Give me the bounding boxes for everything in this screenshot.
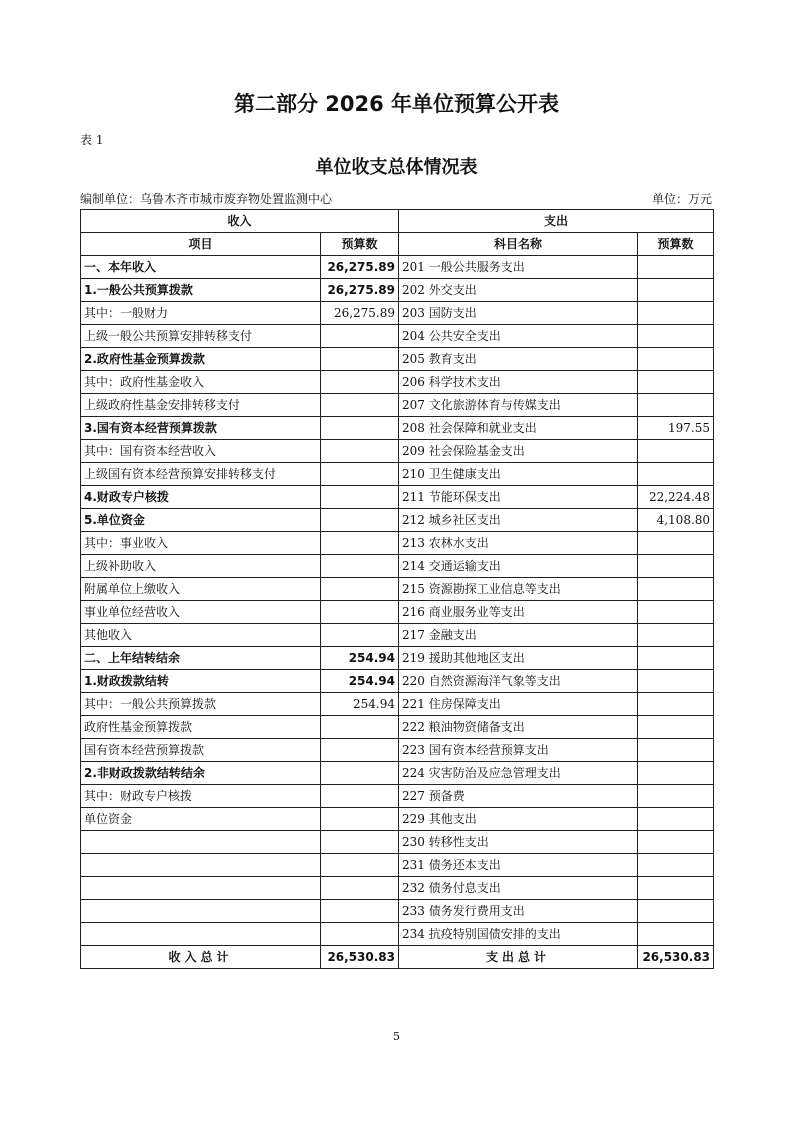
expense-value-cell [638,693,714,716]
income-value-cell [321,624,399,647]
income-value-cell [321,785,399,808]
expense-item-cell: 203 国防支出 [399,302,638,325]
expense-item-cell: 220 自然资源海洋气象等支出 [399,670,638,693]
expense-value-cell [638,394,714,417]
income-value-cell: 254.94 [321,693,399,716]
income-item-cell: 上级国有资本经营预算安排转移支付 [81,463,321,486]
expense-value-cell [638,532,714,555]
income-item-cell [81,831,321,854]
expense-value-cell [638,601,714,624]
income-item-cell: 事业单位经营收入 [81,601,321,624]
income-total-label: 收入总计 [81,946,321,969]
income-value-cell: 254.94 [321,647,399,670]
expense-value-cell [638,463,714,486]
expense-value-cell [638,256,714,279]
expense-item-cell: 201 一般公共服务支出 [399,256,638,279]
expense-item-cell: 206 科学技术支出 [399,371,638,394]
income-item-cell: 4.财政专户核拨 [81,486,321,509]
income-item-cell: 其中：财政专户核拨 [81,785,321,808]
income-value-cell [321,716,399,739]
expense-value-cell [638,877,714,900]
table-row [81,831,714,854]
income-value-cell [321,739,399,762]
income-value-cell [321,486,399,509]
income-item-cell [81,854,321,877]
income-value-cell [321,923,399,946]
income-item-cell [81,923,321,946]
income-item-cell: 其中：国有资本经营收入 [81,440,321,463]
income-item-cell: 国有资本经营预算拨款 [81,739,321,762]
income-value-cell [321,601,399,624]
expense-value-cell [638,785,714,808]
income-value-cell [321,808,399,831]
table-number: 表 1 [80,133,104,147]
income-value-cell: 26,275.89 [321,302,399,325]
income-item-cell: 上级补助收入 [81,555,321,578]
expense-item-cell: 231 债务还本支出 [399,854,638,877]
table-row [81,325,714,348]
table-row [81,624,714,647]
org-label: 编制单位：乌鲁木齐市城市废弃物处置监测中心 [80,192,333,206]
income-item-cell: 上级政府性基金安排转移支付 [81,394,321,417]
income-item-cell: 其中：政府性基金收入 [81,371,321,394]
table-row [81,509,714,532]
income-value-cell [321,762,399,785]
table-row [81,923,714,946]
table-title: 单位收支总体情况表 [315,157,478,178]
expense-item-cell: 211 节能环保支出 [399,486,638,509]
table-row [81,716,714,739]
income-item-cell [81,877,321,900]
table-row [81,555,714,578]
income-value-cell [321,325,399,348]
income-item-cell: 1.财政拨款结转 [81,670,321,693]
income-value-cell: 26,275.89 [321,256,399,279]
income-value-cell [321,463,399,486]
income-item-cell: 1.一般公共预算拨款 [81,279,321,302]
budget-table [80,209,714,969]
expense-item-cell: 227 预备费 [399,785,638,808]
page-number: 5 [393,1030,400,1043]
expense-item-cell: 222 粮油物资储备支出 [399,716,638,739]
expense-item-cell: 215 资源勘探工业信息等支出 [399,578,638,601]
expense-value-cell [638,647,714,670]
income-item-cell: 3.国有资本经营预算拨款 [81,417,321,440]
income-value-cell [321,394,399,417]
expense-value-cell [638,900,714,923]
table-row [81,463,714,486]
table-row [81,486,714,509]
table-row [81,578,714,601]
table-row [81,371,714,394]
expense-value-cell [638,279,714,302]
item-header: 项目 [81,233,321,256]
income-item-cell: 上级一般公共预算安排转移支付 [81,325,321,348]
income-value-cell [321,831,399,854]
income-header: 收入 [81,210,399,233]
expense-item-cell: 205 教育支出 [399,348,638,371]
expense-value-cell: 22,224.48 [638,486,714,509]
income-item-cell [81,900,321,923]
expense-total-label: 支出总计 [399,946,638,969]
income-value-cell: 26,275.89 [321,279,399,302]
expense-value-cell [638,923,714,946]
expense-value-cell [638,325,714,348]
income-item-cell: 附属单位上缴收入 [81,578,321,601]
expense-item-cell: 208 社会保障和就业支出 [399,417,638,440]
expense-value-cell [638,302,714,325]
income-item-cell: 其他收入 [81,624,321,647]
income-value-cell [321,854,399,877]
expense-item-cell: 234 抗疫特别国债安排的支出 [399,923,638,946]
expense-header: 支出 [399,210,714,233]
income-item-cell: 2.非财政拨款结转结余 [81,762,321,785]
expense-item-cell: 212 城乡社区支出 [399,509,638,532]
expense-item-cell: 233 债务发行费用支出 [399,900,638,923]
income-value-cell [321,555,399,578]
table-row [81,647,714,670]
table-row [81,256,714,279]
income-item-cell: 其中：一般财力 [81,302,321,325]
income-item-cell: 2.政府性基金预算拨款 [81,348,321,371]
table-row [81,417,714,440]
expense-item-cell: 204 公共安全支出 [399,325,638,348]
expense-value-cell [638,371,714,394]
income-value-cell [321,532,399,555]
expense-item-cell: 213 农林水支出 [399,532,638,555]
table-row [81,601,714,624]
budget-header: 预算数 [321,233,399,256]
expense-value-cell [638,440,714,463]
expense-item-cell: 214 交通运输支出 [399,555,638,578]
expense-item-cell: 224 灾害防治及应急管理支出 [399,762,638,785]
expense-value-cell [638,762,714,785]
income-item-cell: 其中：一般公共预算拨款 [81,693,321,716]
expense-item-cell: 221 住房保障支出 [399,693,638,716]
income-value-cell [321,371,399,394]
income-item-cell: 其中：事业收入 [81,532,321,555]
table-row [81,739,714,762]
income-value-cell [321,509,399,532]
table-row [81,532,714,555]
expense-item-cell: 229 其他支出 [399,808,638,831]
table-row [81,394,714,417]
table-row [81,693,714,716]
expense-item-cell: 232 债务付息支出 [399,877,638,900]
income-value-cell [321,417,399,440]
expense-value-cell [638,739,714,762]
header-row-columns [81,233,714,256]
expense-item-cell: 219 援助其他地区支出 [399,647,638,670]
expense-value-cell [638,831,714,854]
table-row [81,785,714,808]
expense-item-cell: 209 社会保险基金支出 [399,440,638,463]
expense-value-cell [638,555,714,578]
expense-item-cell: 216 商业服务业等支出 [399,601,638,624]
expense-value-cell [638,716,714,739]
table-row [81,877,714,900]
table-row [81,808,714,831]
income-value-cell [321,440,399,463]
table-row [81,670,714,693]
expense-value-cell [638,854,714,877]
table-row [81,279,714,302]
income-total-value: 26,530.83 [321,946,399,969]
income-value-cell [321,348,399,371]
income-value-cell: 254.94 [321,670,399,693]
income-item-cell: 5.单位资金 [81,509,321,532]
expense-value-cell [638,578,714,601]
income-item-cell: 政府性基金预算拨款 [81,716,321,739]
table-row [81,348,714,371]
expense-value-cell [638,348,714,371]
expense-item-cell: 230 转移性支出 [399,831,638,854]
expense-item-cell: 202 外交支出 [399,279,638,302]
expense-item-cell: 217 金融支出 [399,624,638,647]
table-row [81,854,714,877]
income-value-cell [321,877,399,900]
expense-item-cell: 210 卫生健康支出 [399,463,638,486]
table-row [81,302,714,325]
income-item-cell: 一、本年收入 [81,256,321,279]
table-row [81,900,714,923]
expense-value-cell [638,670,714,693]
expense-item-cell: 207 文化旅游体育与传媒支出 [399,394,638,417]
expense-value-cell [638,624,714,647]
total-row [81,946,714,969]
income-value-cell [321,578,399,601]
expense-total-value: 26,530.83 [638,946,714,969]
income-value-cell [321,900,399,923]
page-title: 第二部分 2026 年单位预算公开表 [233,92,560,116]
income-item-cell: 二、上年结转结余 [81,647,321,670]
expense-item-cell: 223 国有资本经营预算支出 [399,739,638,762]
expense-value-cell: 197.55 [638,417,714,440]
expense-value-cell [638,808,714,831]
table-row [81,440,714,463]
income-item-cell: 单位资金 [81,808,321,831]
header-row-sections [81,210,714,233]
budget2-header: 预算数 [638,233,714,256]
unit-label: 单位：万元 [651,192,712,206]
subject-header: 科目名称 [399,233,638,256]
expense-value-cell: 4,108.80 [638,509,714,532]
table-row [81,762,714,785]
